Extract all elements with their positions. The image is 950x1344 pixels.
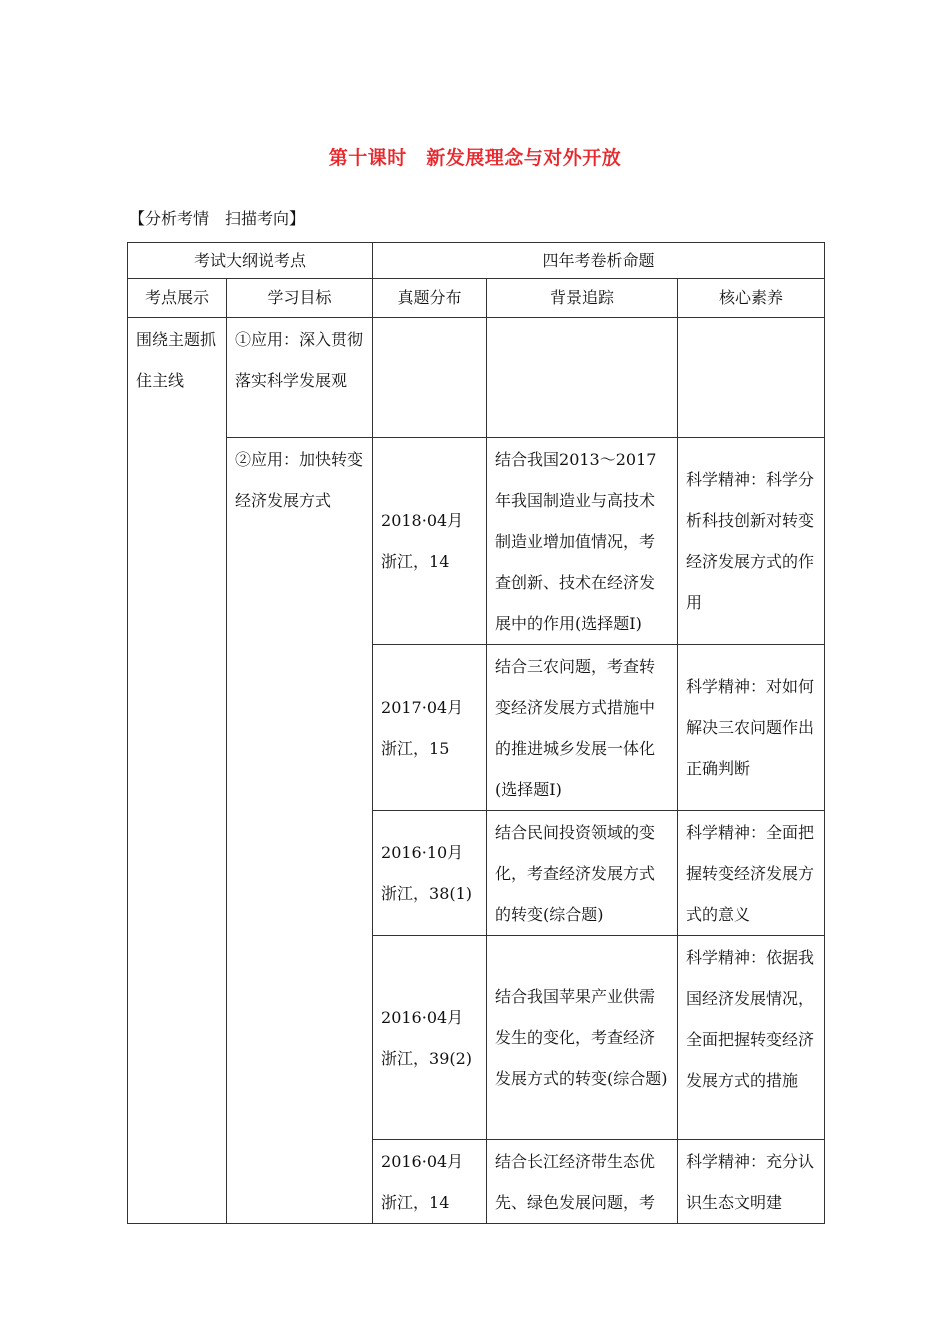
background-cell: 结合我国2013～2017年我国制造业与高技术制造业增加值情况，考查创新、技术在经济发展中的作用(选择题Ⅰ) bbox=[487, 438, 678, 645]
page-title: 第十课时 新发展理念与对外开放 bbox=[328, 147, 622, 169]
table-column-header-row bbox=[128, 279, 825, 318]
exam-cell bbox=[373, 318, 487, 438]
column-header-literacy: 核心素养 bbox=[678, 279, 825, 318]
goal-cell: ①应用：深入贯彻落实科学发展观 bbox=[227, 318, 373, 438]
background-cell: 结合我国苹果产业供需发生的变化，考查经济发展方式的转变(综合题) bbox=[487, 936, 678, 1140]
goal-cell: ②应用：加快转变经济发展方式 bbox=[227, 438, 373, 1224]
literacy-cell: 科学精神：全面把握转变经济发展方式的意义 bbox=[678, 811, 825, 936]
column-header-goal: 学习目标 bbox=[227, 279, 373, 318]
background-cell bbox=[487, 318, 678, 438]
exam-analysis-table bbox=[127, 242, 825, 1224]
column-header-topic: 考点展示 bbox=[128, 279, 227, 318]
column-header-exam: 真题分布 bbox=[373, 279, 487, 318]
background-cell: 结合长江经济带生态优先、绿色发展问题，考 bbox=[487, 1140, 678, 1224]
exam-cell: 2016·10月浙江，38(1) bbox=[373, 811, 487, 936]
exam-cell: 2018·04月浙江，14 bbox=[373, 438, 487, 645]
literacy-cell: 科学精神：依据我国经济发展情况，全面把握转变经济发展方式的措施 bbox=[678, 936, 825, 1140]
table-row bbox=[128, 318, 825, 438]
literacy-cell: 科学精神：充分认识生态文明建 bbox=[678, 1140, 825, 1224]
topic-cell: 围绕主题抓住主线 bbox=[128, 318, 227, 1224]
table-row bbox=[128, 438, 825, 645]
section-heading: 【分析考情 扫描考向】 bbox=[129, 209, 306, 228]
literacy-cell: 科学精神：对如何解决三农问题作出正确判断 bbox=[678, 645, 825, 811]
column-header-background: 背景追踪 bbox=[487, 279, 678, 318]
exam-cell: 2017·04月浙江，15 bbox=[373, 645, 487, 811]
group-header-exam-analysis: 四年考卷析命题 bbox=[373, 243, 825, 279]
literacy-cell bbox=[678, 318, 825, 438]
group-header-syllabus: 考试大纲说考点 bbox=[128, 243, 373, 279]
exam-cell: 2016·04月浙江，39(2) bbox=[373, 936, 487, 1140]
background-cell: 结合三农问题，考查转变经济发展方式措施中的推进城乡发展一体化(选择题Ⅰ) bbox=[487, 645, 678, 811]
exam-cell: 2016·04月浙江，14 bbox=[373, 1140, 487, 1224]
background-cell: 结合民间投资领域的变化，考查经济发展方式的转变(综合题) bbox=[487, 811, 678, 936]
table-group-header-row bbox=[128, 243, 825, 279]
literacy-cell: 科学精神：科学分析科技创新对转变经济发展方式的作用 bbox=[678, 438, 825, 645]
